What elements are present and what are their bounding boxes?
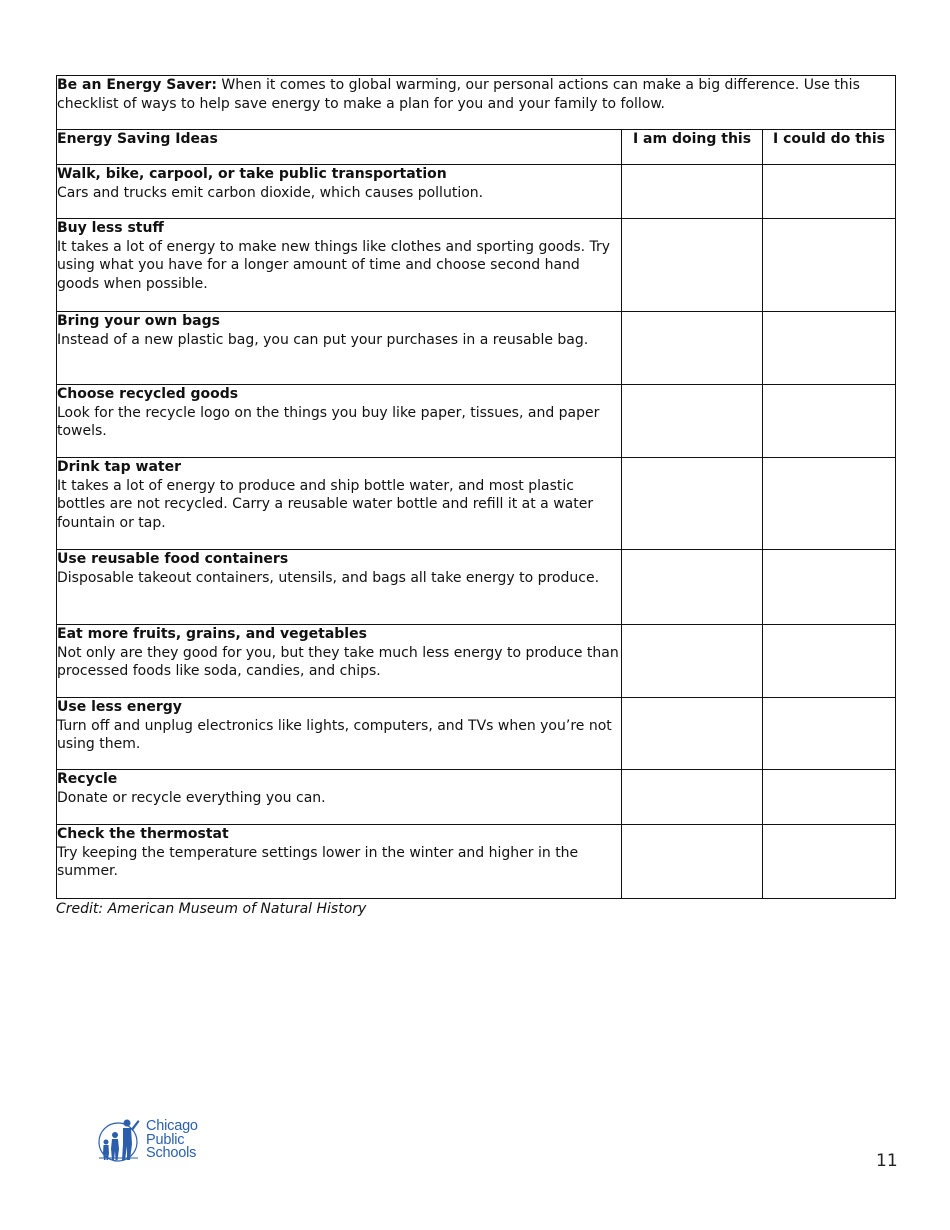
could-checkbox-cell[interactable] (763, 458, 896, 550)
could-checkbox-cell[interactable] (763, 312, 896, 385)
doing-checkbox-cell[interactable] (622, 458, 763, 550)
logo-line-1: Chicago (146, 1118, 198, 1134)
idea-title: Bring your own bags (57, 313, 220, 329)
idea-description: Disposable takeout containers, utensils, and bags all take energy to produce. (57, 569, 600, 586)
intro-row (57, 76, 896, 130)
idea-cell (57, 312, 622, 385)
idea-description: Try keeping the temperature settings lower in the winter and higher in the summer. (57, 844, 579, 879)
logo-line-3: Schools (146, 1145, 197, 1161)
credit-line: Credit: American Museum of Natural History (56, 901, 367, 917)
energy-checklist-table (56, 75, 896, 899)
logo-text (146, 1120, 198, 1161)
table-row (57, 458, 896, 550)
idea-title: Recycle (57, 771, 118, 787)
logo-line-2: Public (146, 1131, 185, 1148)
idea-description: It takes a lot of energy to make new things like clothes and sporting goods. Try using what you have for a longer amount of time and choose second hand goods when possible. (57, 238, 611, 292)
idea-title: Eat more fruits, grains, and vegetables (57, 626, 367, 642)
idea-description: Donate or recycle everything you can. (57, 789, 326, 806)
idea-title: Drink tap water (57, 459, 181, 475)
doing-checkbox-cell[interactable] (622, 312, 763, 385)
could-checkbox-cell[interactable] (763, 165, 896, 219)
doing-checkbox-cell[interactable] (622, 385, 763, 458)
idea-title: Walk, bike, carpool, or take public transportation (57, 166, 447, 182)
page-number: 11 (876, 1151, 898, 1171)
idea-title: Choose recycled goods (57, 386, 239, 402)
doing-checkbox-cell[interactable] (622, 550, 763, 625)
cps-logo (98, 1114, 218, 1168)
table-row (57, 770, 896, 825)
could-checkbox-cell[interactable] (763, 770, 896, 825)
could-checkbox-cell[interactable] (763, 625, 896, 698)
could-checkbox-cell[interactable] (763, 698, 896, 770)
idea-cell (57, 550, 622, 625)
idea-title: Buy less stuff (57, 220, 164, 236)
could-checkbox-cell[interactable] (763, 385, 896, 458)
idea-description: Look for the recycle logo on the things you buy like paper, tissues, and paper towels. (57, 404, 600, 439)
doing-checkbox-cell[interactable] (622, 219, 763, 312)
header-ideas: Energy Saving Ideas (57, 130, 622, 165)
idea-cell (57, 698, 622, 770)
doing-checkbox-cell[interactable] (622, 698, 763, 770)
idea-description: Instead of a new plastic bag, you can put your purchases in a reusable bag. (57, 331, 589, 348)
could-checkbox-cell[interactable] (763, 550, 896, 625)
doing-checkbox-cell[interactable] (622, 165, 763, 219)
idea-cell (57, 219, 622, 312)
cps-family-logo-icon (98, 1114, 146, 1166)
idea-cell (57, 165, 622, 219)
doing-checkbox-cell[interactable] (622, 625, 763, 698)
table-row (57, 825, 896, 899)
idea-cell (57, 385, 622, 458)
idea-cell (57, 458, 622, 550)
table-row (57, 385, 896, 458)
could-checkbox-cell[interactable] (763, 219, 896, 312)
idea-description: Not only are they good for you, but they take much less energy to produce than processed foods like soda, candies, and chips. (57, 644, 619, 679)
idea-cell (57, 625, 622, 698)
table-row (57, 312, 896, 385)
intro-cell (57, 76, 896, 130)
table-row (57, 219, 896, 312)
intro-lead: Be an Energy Saver: (57, 77, 217, 93)
idea-title: Use less energy (57, 699, 182, 715)
header-row (57, 130, 896, 165)
idea-description: Turn off and unplug electronics like lights, computers, and TVs when you’re not using them. (57, 717, 612, 752)
idea-cell (57, 770, 622, 825)
intro-text: When it comes to global warming, our personal actions can make a big difference. Use this checklist of ways to help save energy to make a plan for you and your family to follow. (57, 77, 860, 112)
idea-title: Use reusable food containers (57, 551, 289, 567)
idea-description: It takes a lot of energy to produce and ship bottle water, and most plastic bottles are not recycled. Carry a reusable water bottle and refill it at a water fountain or tap. (57, 477, 594, 531)
doing-checkbox-cell[interactable] (622, 825, 763, 899)
table-row (57, 550, 896, 625)
idea-title: Check the thermostat (57, 826, 229, 842)
table-row (57, 165, 896, 219)
table-row (57, 625, 896, 698)
header-could: I could do this (763, 130, 896, 165)
doing-checkbox-cell[interactable] (622, 770, 763, 825)
header-doing: I am doing this (622, 130, 763, 165)
could-checkbox-cell[interactable] (763, 825, 896, 899)
table-row (57, 698, 896, 770)
idea-description: Cars and trucks emit carbon dioxide, which causes pollution. (57, 184, 484, 201)
idea-cell (57, 825, 622, 899)
